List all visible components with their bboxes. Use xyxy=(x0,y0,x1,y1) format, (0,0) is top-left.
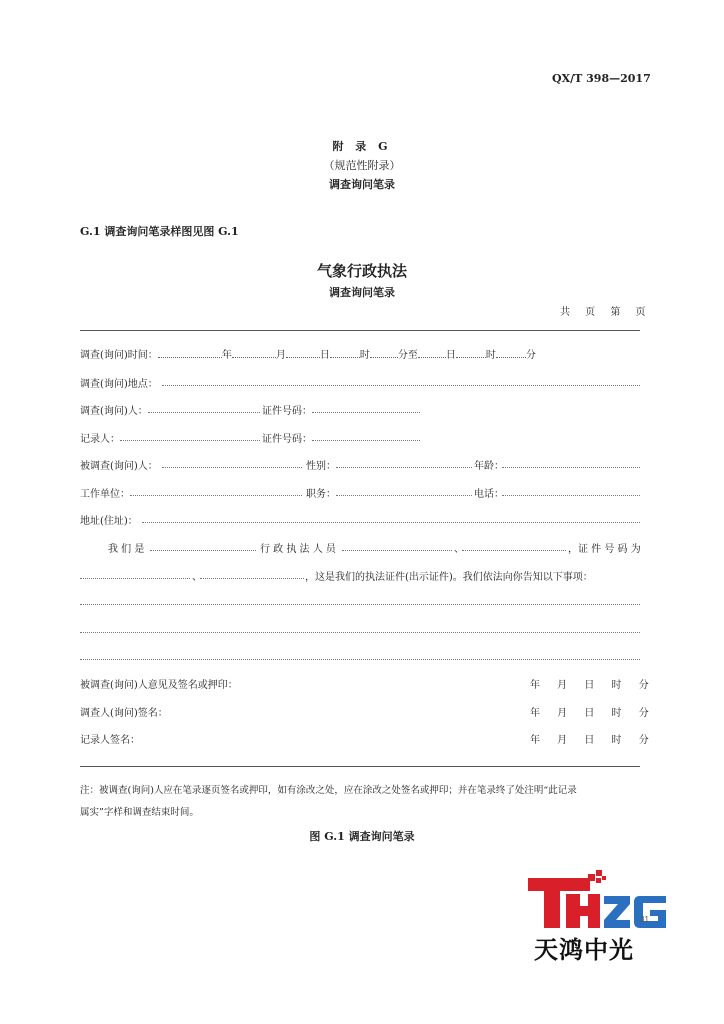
investigator-blank[interactable] xyxy=(148,412,260,413)
figure-caption: 图 G.1 调查询问笔录 xyxy=(309,830,415,843)
unit-end-day: 日 xyxy=(445,350,456,361)
work-label: 工作单位： xyxy=(80,489,130,500)
recorder-id-label: 证件号码： xyxy=(262,434,312,445)
gender-blank[interactable] xyxy=(336,467,472,468)
note-line-2: 属实”字样和调查结束时间。 xyxy=(80,807,199,818)
position-blank[interactable] xyxy=(336,495,472,496)
cert2-blank[interactable] xyxy=(200,578,304,579)
unit-min-to: 分至 xyxy=(397,350,418,361)
month-blank[interactable] xyxy=(232,347,276,358)
work-blank[interactable] xyxy=(130,495,302,496)
statement-part1: 我 们 是 xyxy=(108,544,145,555)
section-heading: G.1 调查询问笔录样图见图 G.1 xyxy=(80,225,239,238)
notice-line-3[interactable] xyxy=(80,659,640,660)
age-blank[interactable] xyxy=(502,467,640,468)
statement-part2: 行 政 执 法 人 员 xyxy=(260,544,336,555)
tianhong-logo xyxy=(526,870,671,962)
recorder-signature-label: 记录人签名： xyxy=(80,735,140,746)
top-rule xyxy=(80,330,640,331)
hour-blank[interactable] xyxy=(330,347,360,358)
investigator-id-blank[interactable] xyxy=(312,412,420,413)
year-blank[interactable] xyxy=(158,347,222,358)
time-row xyxy=(80,346,536,361)
cert1-blank[interactable] xyxy=(80,578,190,579)
unit-end-minute: 分 xyxy=(525,350,536,361)
statement-line2: ，这是我们的执法证件(出示证件)。我们依法向你告知以下事项： xyxy=(305,572,593,583)
subject-signature-label: 被调查(询问)人意见及签名或押印： xyxy=(80,680,238,691)
logo-text: 天鸿中光 xyxy=(534,936,634,964)
address-label: 地址(住址)： xyxy=(80,516,138,527)
time-label: 调查(询问)时间： xyxy=(80,350,158,361)
officer3-blank[interactable] xyxy=(462,550,566,551)
subject-signature-date: 年 月 日 时 分 xyxy=(530,680,649,691)
subject-blank[interactable] xyxy=(162,467,302,468)
appendix-title: 附 录 G xyxy=(332,140,392,153)
standard-code: QX/T 398—2017 xyxy=(552,72,651,85)
recorder-label: 记录人： xyxy=(80,434,120,445)
page-number: 31 xyxy=(640,915,649,924)
statement-part4: ，证 件 号 码 为 xyxy=(568,544,641,555)
note-line-1: 注：被调查(询问)人应在笔录逐页签名或押印，如有涂改之处，应在涂改之处签名或押印；并在笔录终了处注明“此记录 xyxy=(80,785,577,796)
unit-year: 年 xyxy=(221,350,232,361)
gender-label: 性别： xyxy=(306,461,336,472)
subject-label: 被调查(询问)人： xyxy=(80,461,158,472)
bottom-rule xyxy=(80,766,640,767)
statement-sep: 、 xyxy=(192,572,202,583)
phone-blank[interactable] xyxy=(502,495,640,496)
recorder-id-blank[interactable] xyxy=(312,440,420,441)
form-subtitle: 调查询问笔录 xyxy=(329,286,395,299)
investigator-id-label: 证件号码： xyxy=(262,406,312,417)
place-blank[interactable] xyxy=(162,385,640,386)
appendix-name: 调查询问笔录 xyxy=(329,178,395,191)
officer1-blank[interactable] xyxy=(150,550,256,551)
unit-day: 日 xyxy=(319,350,330,361)
address-blank[interactable] xyxy=(142,522,640,523)
end-day-blank[interactable] xyxy=(418,347,446,358)
recorder-signature-date: 年 月 日 时 分 xyxy=(530,735,649,746)
minute-blank[interactable] xyxy=(370,347,398,358)
position-label: 职务： xyxy=(306,489,336,500)
notice-line-2[interactable] xyxy=(80,632,640,633)
unit-end-hour: 时 xyxy=(485,350,496,361)
investigator-signature-label: 调查人(询问)签名： xyxy=(80,708,168,719)
officer2-blank[interactable] xyxy=(342,550,452,551)
form-title: 气象行政执法 xyxy=(316,262,407,280)
statement-part3: 、 xyxy=(454,544,464,555)
phone-label: 电话： xyxy=(474,489,504,500)
page-info: 共 页 第 页 xyxy=(560,307,646,318)
unit-hour: 时 xyxy=(359,350,370,361)
recorder-blank[interactable] xyxy=(120,440,260,441)
unit-month: 月 xyxy=(275,350,286,361)
investigator-signature-date: 年 月 日 时 分 xyxy=(530,708,649,719)
notice-line-1[interactable] xyxy=(80,604,640,605)
end-hour-blank[interactable] xyxy=(456,347,486,358)
investigator-label: 调查(询问)人： xyxy=(80,406,148,417)
age-label: 年龄： xyxy=(474,461,504,472)
end-minute-blank[interactable] xyxy=(496,347,526,358)
day-blank[interactable] xyxy=(286,347,320,358)
appendix-type: （规范性附录） xyxy=(323,159,401,172)
place-label: 调查(询问)地点： xyxy=(80,379,158,390)
